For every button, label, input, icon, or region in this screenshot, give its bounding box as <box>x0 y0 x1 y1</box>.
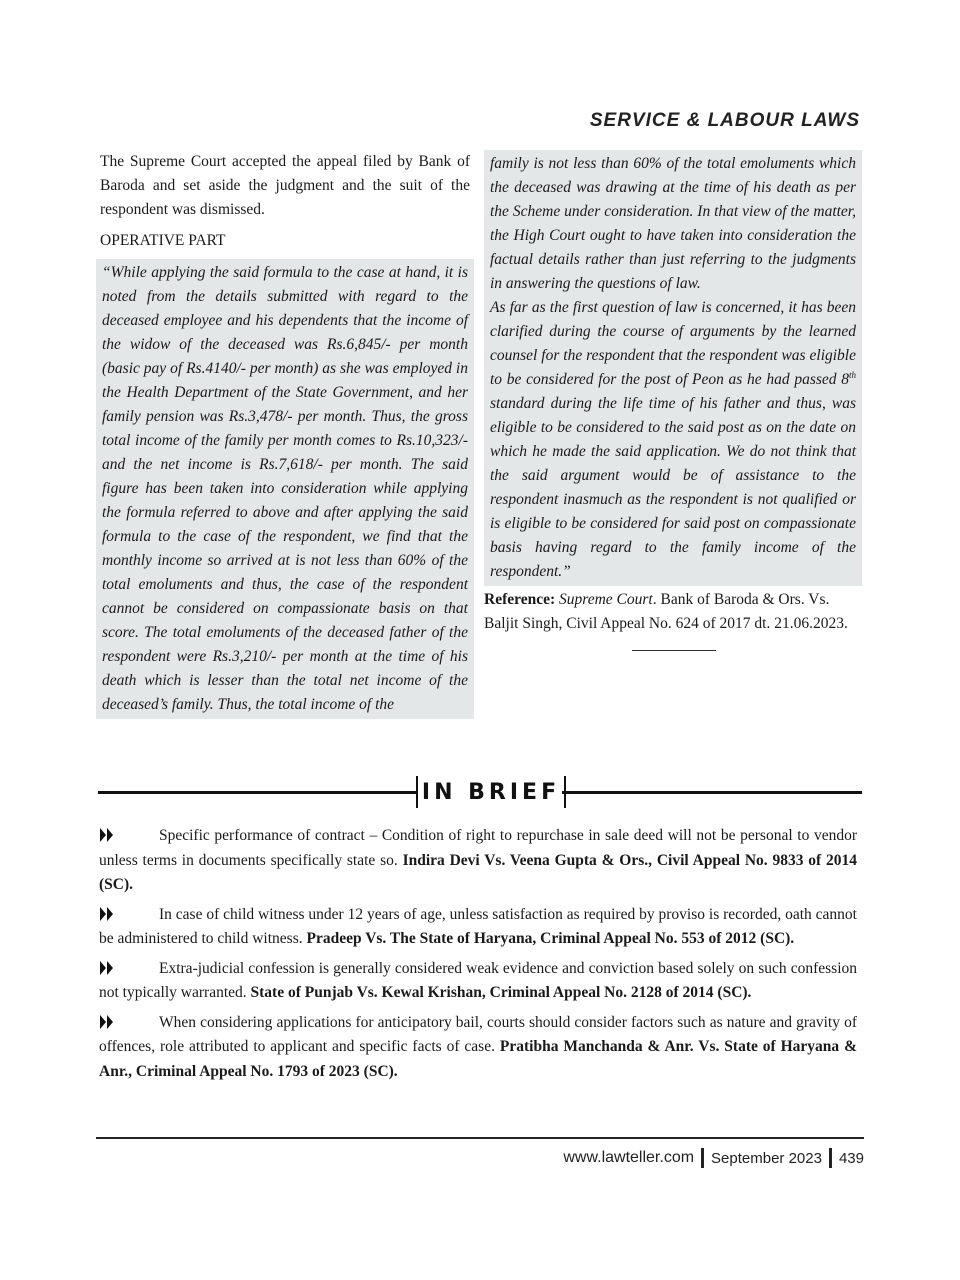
reference-court: Supreme Court <box>559 591 653 608</box>
operative-part-label: OPERATIVE PART <box>100 232 226 249</box>
double-chevron-icon <box>99 905 115 923</box>
footer <box>563 1148 864 1168</box>
reference-label: Reference: <box>484 591 556 608</box>
brief-item: When considering applications for anticipatory bail, courts should consider factors such as nature and gravity of offences, role attributed to applicant and specific facts of case. Pratibha Manchanda & Anr. Vs. State of Haryana & Anr., Criminal Appeal No. 1793 of 2023 (SC). <box>99 1013 857 1080</box>
banner-rule-right <box>562 791 862 794</box>
brief-item: In case of child witness under 12 years of age, unless satisfaction as required by proviso is recorded, oath cannot be administered to child witness. Pradeep Vs. The State of Haryana, Criminal Appeal No. 553 of 2012 (SC). <box>99 905 857 947</box>
brief-item: Specific performance of contract – Condition of right to repurchase in sale deed will not be personal to vendor unless terms in documents specifically state so. Indira Devi Vs. Veena Gupta & Ors., Civil Appeal No. 9833 of 2014 (SC). <box>99 827 857 893</box>
footer-separator <box>701 1148 704 1168</box>
footer-separator <box>829 1148 832 1168</box>
end-rule <box>632 650 716 651</box>
quote-block-continued <box>484 150 862 586</box>
quote-block: “While applying the said formula to the case at hand, it is noted from the details submitted with regard to the deceased employee and his dependents that the income of the widow of the deceased was Rs.6,845/- per month (basic pay of Rs.4140/- per month) as she was employed in the Health Department of the State Government, and her family pension was Rs.3,478/- per month. Thus, the gross total income of the family per month comes to Rs.10,323/- and the net income is Rs.7,618/- per month. The said figure has been taken into consideration while applying the formula referred to above and after applying the said formula to the case of the respondent, we find that the monthly income so arrived at is not less than 60% of the total emoluments and thus, the case of the respondent cannot be considered on compassionate basis on that score. The total emoluments of the deceased father of the respondent were Rs.3,210/- per month at the time of his death which is lesser than the total net income of the deceased’s family. Thus, the total income of the <box>96 259 474 719</box>
in-brief-title: IN BRIEF <box>416 776 566 808</box>
reference-text: . Bank of Baroda & Ors. Vs. Baljit Singh, Civil Appeal No. 624 of 2017 dt. 21.06.2023. <box>484 591 848 632</box>
quote-continued-paragraph: family is not less than 60% of the total emoluments which the deceased was drawing at the time of his death as per the Scheme under consideration. In that view of the matter, the High Court ought to have taken into consideration the factual details rather than just referring to the judgments in answering the questions of law. <box>490 155 856 292</box>
intro-paragraph: The Supreme Court accepted the appeal filed by Bank of Baroda and set aside the judgment and the suit of the respondent was dismissed. <box>100 153 470 218</box>
website-link[interactable]: www.lawteller.com <box>563 1149 695 1166</box>
footer-rule <box>96 1137 864 1139</box>
right-column <box>484 150 862 651</box>
double-chevron-icon <box>99 1013 115 1031</box>
quote-second-paragraph: As far as the first question of law is concerned, it has been clarified during the course of arguments by the learned counsel for the respondent that the respondent was eligible to be considered for the post of Peon as he had passed 8th standard during the life time of his father and thus, was eligible to be considered to the said post as on the date on which he made the said application. We do not think that the said argument would be of assistance to the respondent inasmuch as the respondent is not qualified or is eligible to be considered for said post on compassionate basis having regard to the family income of the respondent.” <box>490 299 856 580</box>
reference <box>484 588 862 636</box>
page-number: 439 <box>838 1149 864 1167</box>
in-brief-list <box>99 824 857 1089</box>
brief-item: Extra-judicial confession is generally considered weak evidence and conviction based solely on such confession not typically warranted. State of Punjab Vs. Kewal Krishan, Criminal Appeal No. 2128 of 2014 (SC). <box>99 959 857 1001</box>
issue-date: September 2023 <box>711 1149 822 1167</box>
banner-rule-left <box>98 791 416 794</box>
in-brief-banner <box>98 776 862 810</box>
double-chevron-icon <box>99 959 115 977</box>
double-chevron-icon <box>99 826 115 844</box>
left-column <box>96 150 474 719</box>
section-header: SERVICE & LABOUR LAWS <box>589 110 860 131</box>
